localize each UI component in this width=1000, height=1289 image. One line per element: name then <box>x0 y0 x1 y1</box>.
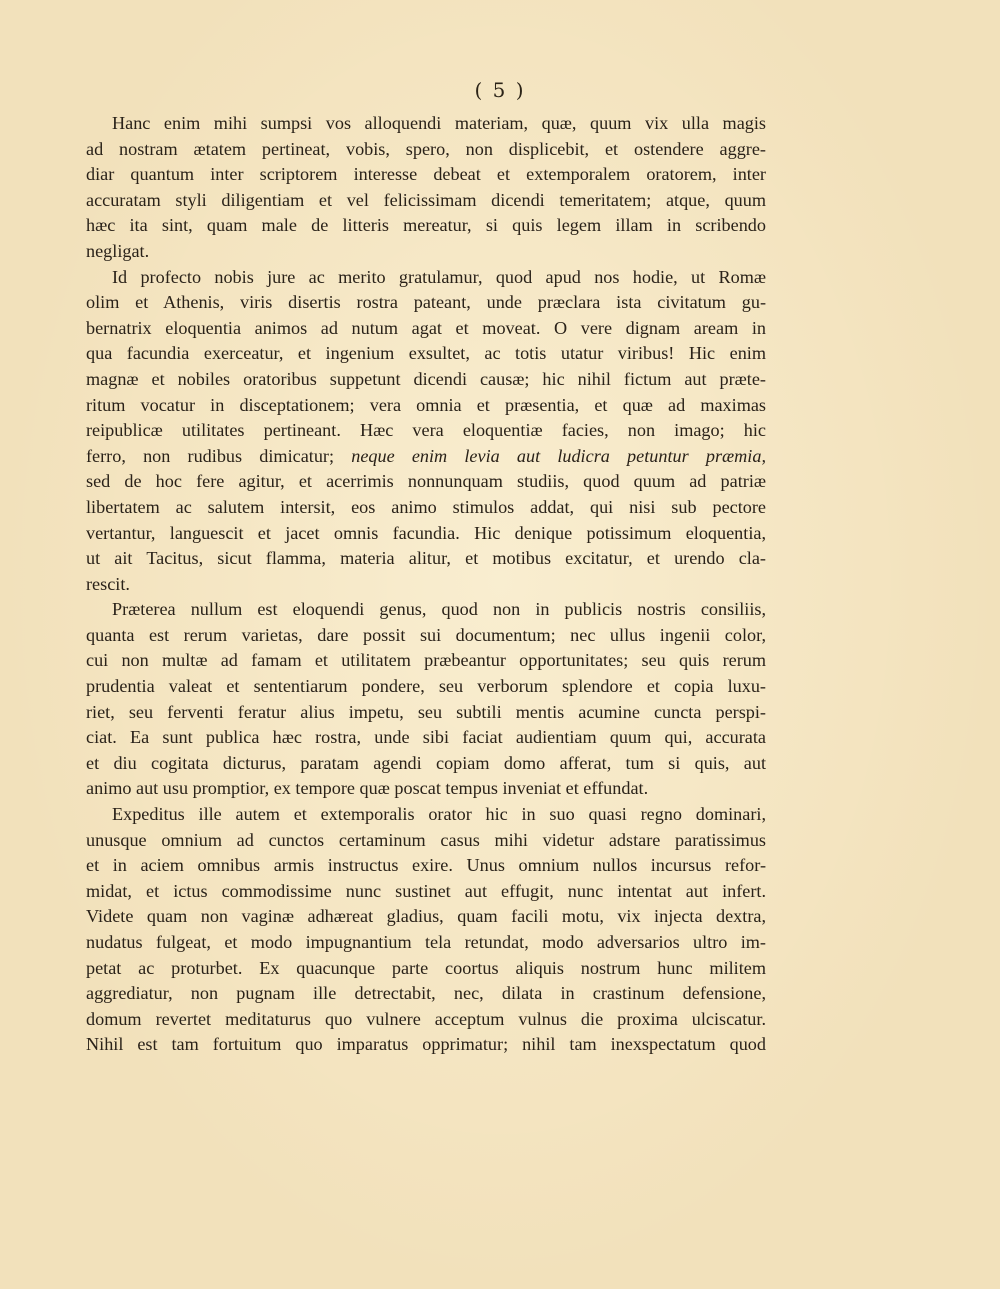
text-line-with-quote <box>86 444 766 470</box>
text-line: vertantur, languescit et jacet omnis facundia. Hic denique potissimum eloquentia, <box>86 522 766 543</box>
text-line: diar quantum inter scriptorem interesse debeat et extemporalem oratorem, inter <box>86 164 766 185</box>
text-line: Id profecto nobis jure ac merito gratulamur, quod apud nos hodie, ut Romæ <box>112 266 766 287</box>
text-line: animo aut usu promptior, ex tempore quæ poscat tempus inveniat et effundat. <box>86 778 649 799</box>
text-line: midat, et ictus commodissime nunc sustinet aut effugit, nunc intentat aut infert. <box>86 880 766 901</box>
text-line: prudentia valeat et sententiarum pondere, seu verborum splendore et copia luxu- <box>86 676 766 697</box>
body-text <box>86 111 766 1058</box>
text-line: hæc ita sint, quam male de litteris mereatur, si quis legem illam in scribendo <box>86 215 766 236</box>
text-line: quanta est rerum varietas, dare possit sui documentum; nec ullus ingenii color, <box>86 624 766 645</box>
text-line: magnæ et nobiles oratoribus suppetunt dicendi causæ; hic nihil fictum aut præte- <box>86 368 766 389</box>
text-line: sed de hoc fere agitur, et acerrimis nonnunquam studiis, quod quum ad patriæ <box>86 471 766 492</box>
text-segment: ferro, non rudibus dimicatur; <box>86 445 335 466</box>
text-line: ut ait Tacitus, sicut flamma, materia alitur, et motibus excitatur, et urendo cla- <box>86 548 766 569</box>
paragraph-3 <box>86 597 766 802</box>
text-line: unusque omnium ad cunctos certaminum casus mihi videtur adstare paratissimus <box>86 829 766 850</box>
page-number: ( 5 ) <box>474 78 526 102</box>
text-line: Videte quam non vaginæ adhæreat gladius, quam facili motu, vix injecta dextra, <box>86 906 766 927</box>
text-line: olim et Athenis, viris disertis rostra pateant, unde præclara ista civitatum gu- <box>86 292 766 313</box>
paragraph-4 <box>86 802 766 1058</box>
paragraph-1 <box>86 111 766 265</box>
text-line: rescit. <box>86 573 130 594</box>
text-line: ad nostram ætatem pertineat, vobis, spero, non displicebit, et ostendere aggre- <box>86 138 766 159</box>
text-line: domum revertet meditaturus quo vulnere acceptum vulnus die proxima ulciscatur. <box>86 1008 766 1029</box>
text-line: Præterea nullum est eloquendi genus, quod non in publicis nostris consiliis, <box>112 599 766 620</box>
text-line: aggrediatur, non pugnam ille detrectabit, nec, dilata in crastinum defensione, <box>86 983 766 1004</box>
text-line: qua facundia exerceatur, et ingenium exsultet, ac totis utatur viribus! Hic enim <box>86 343 766 364</box>
text-line: petat ac proturbet. Ex quacunque parte coortus aliquis nostrum hunc militem <box>86 957 766 978</box>
text-line: cui non multæ ad famam et utilitatem præbeantur opportunitates; seu quis rerum <box>86 650 766 671</box>
text-line: et in aciem omnibus armis instructus exire. Unus omnium nullos incursus refor- <box>86 855 766 876</box>
text-line: riet, seu ferventi feratur alius impetu, seu subtili mentis acumine cuncta perspi- <box>86 701 766 722</box>
text-line: ritum vocatur in disceptationem; vera omnia et præsentia, et quæ ad maximas <box>86 394 766 415</box>
text-line: et diu cogitata dicturus, paratam agendi copiam domo afferat, tum si quis, aut <box>86 752 766 773</box>
text-line: negligat. <box>86 240 150 261</box>
text-line: nudatus fulgeat, et modo impugnantium tela retundat, modo adversarios ultro im- <box>86 932 766 952</box>
text-line: Nihil est tam fortuitum quo imparatus opprimatur; nihil tam inexspectatum quod <box>86 1034 766 1055</box>
text-line: ciat. Ea sunt publica hæc rostra, unde sibi faciat audientiam quum qui, accurata <box>86 727 766 748</box>
text-line: Expeditus ille autem et extemporalis orator hic in suo quasi regno dominari, <box>112 804 766 825</box>
paragraph-2 <box>86 265 766 598</box>
text-line: bernatrix eloquentia animos ad nutum agat et moveat. O vere dignam aream in <box>86 317 766 338</box>
text-line: reipublicæ utilitates pertineant. Hæc vera eloquentiæ facies, non imago; hic <box>86 420 766 441</box>
text-line: libertatem ac salutem intersit, eos animo stimulos addat, qui nisi sub pectore <box>86 496 766 517</box>
text-line: accuratam styli diligentiam et vel felicissimam dicendi temeritatem; atque, quum <box>86 189 766 210</box>
text-line: Hanc enim mihi sumpsi vos alloquendi materiam, quæ, quum vix ulla magis <box>112 113 766 133</box>
quotation: neque enim levia aut ludicra petuntur præmia, <box>351 445 766 466</box>
